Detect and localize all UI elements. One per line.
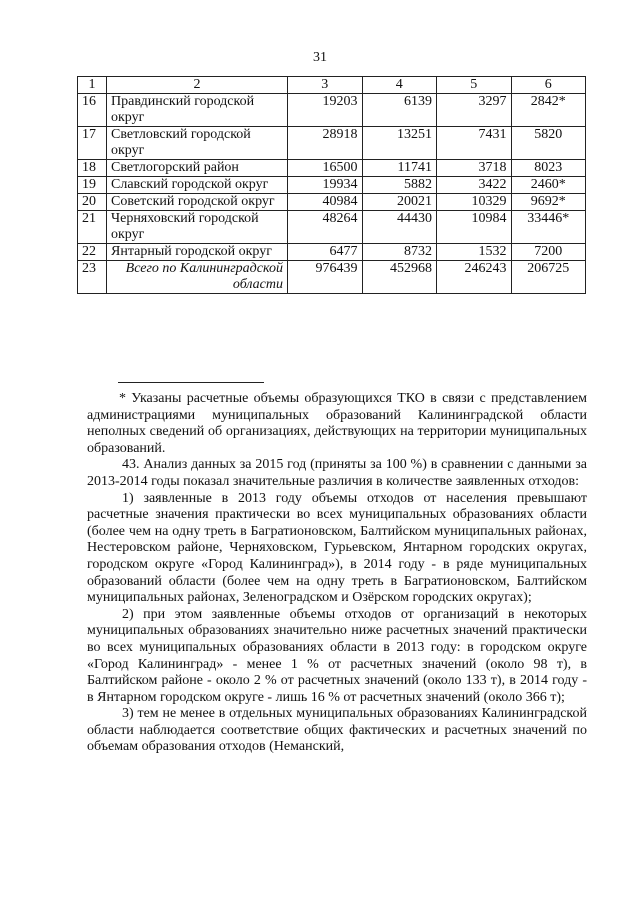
value-col4: 5882 bbox=[362, 177, 437, 194]
value-col6: 7200 bbox=[511, 244, 586, 261]
header-cell: 3 bbox=[288, 77, 363, 94]
footnote: * Указаны расчетные объемы образующихся ТКО в связи с представлением администрациями муниципальных образований Калининградской области неполных сведений об организациях, действующих на территории муниципальных образований. bbox=[87, 391, 587, 456]
table-row bbox=[78, 127, 586, 160]
row-number: 16 bbox=[78, 94, 107, 127]
table-row bbox=[78, 94, 586, 127]
value-col5: 7431 bbox=[437, 127, 512, 160]
value-col6: 9692* bbox=[511, 194, 586, 211]
waste-volume-table bbox=[77, 76, 586, 294]
value-col5: 3422 bbox=[437, 177, 512, 194]
value-col5: 10329 bbox=[437, 194, 512, 211]
header-cell: 6 bbox=[511, 77, 586, 94]
row-number: 22 bbox=[78, 244, 107, 261]
value-col3: 19934 bbox=[288, 177, 363, 194]
header-cell: 4 bbox=[362, 77, 437, 94]
value-col5: 3297 bbox=[437, 94, 512, 127]
table-row bbox=[78, 177, 586, 194]
total-col3: 976439 bbox=[288, 261, 363, 294]
value-col6: 8023 bbox=[511, 160, 586, 177]
value-col4: 6139 bbox=[362, 94, 437, 127]
total-col5: 246243 bbox=[437, 261, 512, 294]
municipality-name: Светлогорский район bbox=[107, 160, 288, 177]
value-col3: 19203 bbox=[288, 94, 363, 127]
value-col5: 1532 bbox=[437, 244, 512, 261]
value-col6: 5820 bbox=[511, 127, 586, 160]
header-cell: 2 bbox=[107, 77, 288, 94]
header-cell: 5 bbox=[437, 77, 512, 94]
paragraph: 1) заявленные в 2013 году объемы отходов от населения превышают расчетные значения практически во всех муниципальных образованиях области (более чем на одну треть в Багратионовском, Балтийском муниципальных районах, Нестеровском районе, Черняховском, Гурьевском, Янтарном городских округах, городском округе «Город Калининград»), в 2014 году - в ряде муниципальных образований области (более чем на одну треть в Багратионовском, Балтийском муниципальных районах, Зеленоградском и Озёрском городских округах); bbox=[87, 490, 587, 606]
value-col6: 33446* bbox=[511, 211, 586, 244]
paragraph: 3) тем не менее в отдельных муниципальных образованиях Калининградской области наблюдается соответствие общих фактических и расчетных значений по объемам образования отходов (Неманский, bbox=[87, 706, 587, 755]
municipality-name: Правдинский городской округ bbox=[107, 94, 288, 127]
row-number: 20 bbox=[78, 194, 107, 211]
municipality-name: Славский городской округ bbox=[107, 177, 288, 194]
table-row bbox=[78, 194, 586, 211]
value-col4: 8732 bbox=[362, 244, 437, 261]
paragraph: 2) при этом заявленные объемы отходов от организаций в некоторых муниципальных образованиях значительно ниже расчетных значений практически во всех муниципальных образованиях области в 2013 году: в городском округе «Город Калининград» - менее 1 % от расчетных значений (около 98 т), в Балтийском районе - около 2 % от расчетных значений (около 133 т), в 2014 году - в Янтарном городском округе - лишь 16 % от расчетных значений (около 366 т); bbox=[87, 606, 587, 705]
municipality-name: Черняховский городской округ bbox=[107, 211, 288, 244]
row-number: 21 bbox=[78, 211, 107, 244]
footnote-divider bbox=[118, 382, 264, 383]
value-col4: 11741 bbox=[362, 160, 437, 177]
value-col3: 6477 bbox=[288, 244, 363, 261]
row-number: 17 bbox=[78, 127, 107, 160]
value-col3: 40984 bbox=[288, 194, 363, 211]
municipality-name: Светловский городской округ bbox=[107, 127, 288, 160]
total-label: Всего по Калининградской области bbox=[107, 261, 288, 294]
value-col4: 13251 bbox=[362, 127, 437, 160]
row-number: 23 bbox=[78, 261, 107, 294]
body-text bbox=[87, 391, 587, 756]
row-number: 18 bbox=[78, 160, 107, 177]
value-col3: 48264 bbox=[288, 211, 363, 244]
value-col5: 3718 bbox=[437, 160, 512, 177]
total-col6: 206725 bbox=[511, 261, 586, 294]
value-col6: 2460* bbox=[511, 177, 586, 194]
table-row bbox=[78, 160, 586, 177]
total-col4: 452968 bbox=[362, 261, 437, 294]
value-col4: 44430 bbox=[362, 211, 437, 244]
value-col5: 10984 bbox=[437, 211, 512, 244]
municipality-name: Советский городской округ bbox=[107, 194, 288, 211]
table-row bbox=[78, 244, 586, 261]
header-cell: 1 bbox=[78, 77, 107, 94]
municipality-name: Янтарный городской округ bbox=[107, 244, 288, 261]
page-number: 31 bbox=[313, 50, 327, 65]
table-row bbox=[78, 211, 586, 244]
table-total-row bbox=[78, 261, 586, 294]
paragraph: 43. Анализ данных за 2015 год (приняты за 100 %) в сравнении с данными за 2013-2014 годы показал значительные различия в количестве заявленных отходов: bbox=[87, 457, 587, 489]
value-col3: 28918 bbox=[288, 127, 363, 160]
table-header-row bbox=[78, 77, 586, 94]
value-col6: 2842* bbox=[511, 94, 586, 127]
row-number: 19 bbox=[78, 177, 107, 194]
value-col3: 16500 bbox=[288, 160, 363, 177]
value-col4: 20021 bbox=[362, 194, 437, 211]
